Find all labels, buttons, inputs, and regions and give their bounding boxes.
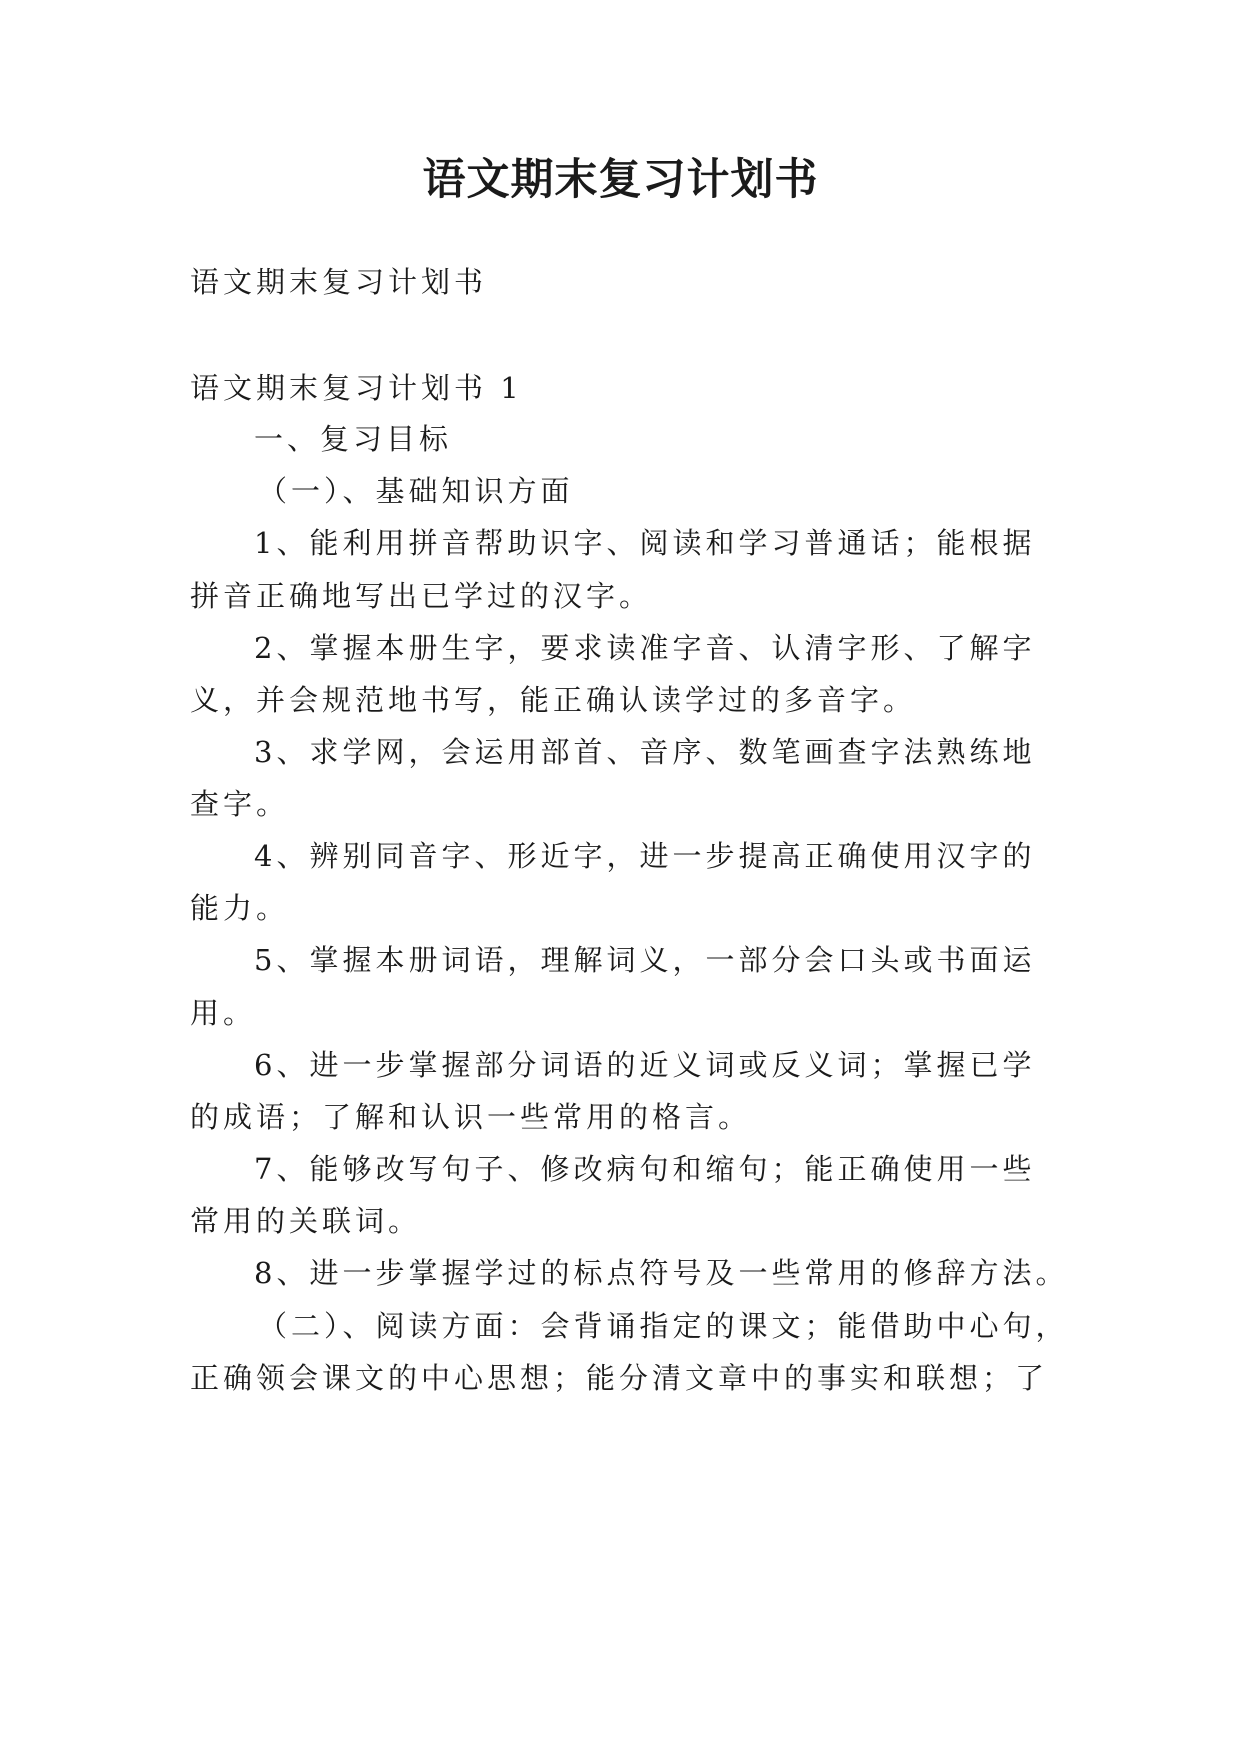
goal-heading: 一、复习目标	[254, 422, 453, 456]
paragraph-line: 的成语；了解和认识一些常用的格言。	[190, 1100, 752, 1134]
paragraph-line: 4、辨别同音字、形近字，进一步提高正确使用汉字的	[254, 839, 1036, 873]
paragraph-line: 3、求学网，会运用部首、音序、数笔画查字法熟练地	[254, 735, 1036, 769]
paragraph-line: 7、能够改写句子、修改病句和缩句；能正确使用一些	[254, 1152, 1036, 1186]
paragraph-line: 5、掌握本册词语，理解词义，一部分会口头或书面运	[254, 943, 1036, 977]
subsection-heading: （一）、基础知识方面	[258, 474, 574, 508]
document-title: 语文期末复习计划书	[422, 155, 819, 205]
paragraph-line: 用。	[190, 996, 257, 1030]
paragraph-line: 正确领会课文的中心思想；能分清文章中的事实和联想；了	[190, 1361, 1049, 1395]
paragraph-line: 6、进一步掌握部分词语的近义词或反义词；掌握已学	[254, 1048, 1036, 1082]
section-heading: 语文期末复习计划书 1	[190, 371, 523, 405]
paragraph-line: 常用的关联词。	[190, 1204, 422, 1238]
paragraph-line: 能力。	[190, 891, 290, 925]
paragraph-line: 2、掌握本册生字，要求读准字音、认清字形、了解字	[254, 631, 1036, 665]
paragraph-line: 8、进一步掌握学过的标点符号及一些常用的修辞方法。	[254, 1256, 1069, 1290]
paragraph-line: 义，并会规范地书写，能正确认读学过的多音字。	[190, 683, 917, 717]
paragraph-line: 查字。	[190, 787, 290, 821]
subtitle-line: 语文期末复习计划书	[190, 265, 488, 299]
paragraph-line: 1、能利用拼音帮助识字、阅读和学习普通话；能根据	[254, 526, 1036, 560]
paragraph-line: （二）、阅读方面：会背诵指定的课文；能借助中心句，	[258, 1309, 1069, 1343]
paragraph-line: 拼音正确地写出已学过的汉字。	[190, 579, 653, 613]
